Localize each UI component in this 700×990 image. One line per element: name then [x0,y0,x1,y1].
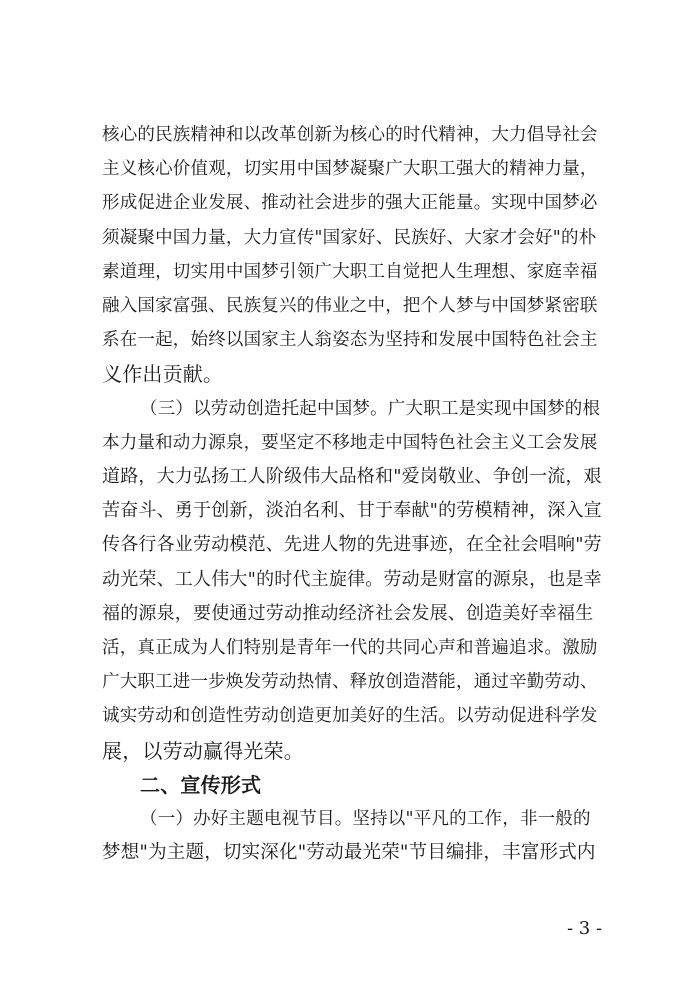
body-text-line: 主义核心价值观，切实用中国梦凝聚广大职工强大的精神力量， [102,159,598,180]
body-text-line: 广大职工进一步焕发劳动热情、释放创造潜能，通过辛勤劳动、 [102,672,598,693]
body-text-line: 系在一起，始终以国家主人翁姿态为坚持和发展中国特色社会主 [102,330,598,351]
body-text-line: 福的源泉，要使通过劳动推动经济社会发展、创造美好幸福生 [102,602,594,624]
body-text-line: 形成促进企业发展、推动社会进步的强大正能量。实现中国梦必 [102,193,598,214]
body-text-line: 动光荣、工人伟大"的时代主旋律。劳动是财富的源泉，也是幸 [102,568,602,590]
body-text-line: 苦奋斗、勇于创新，淡泊名利、甘于奉献"的劳模精神，深入宣 [102,500,602,522]
page-number: - 3 - [567,918,603,939]
paragraph-first-line: （一）办好主题电视节目。坚持以"平凡的工作，非一般的 [140,809,591,829]
body-text-line: 展，以劳动赢得光荣。 [102,738,304,763]
body-text-line: 道路，大力弘扬工人阶级伟大品格和"爱岗敬业、争创一流，艰 [102,466,602,487]
section-heading: 二、宣传形式 [140,772,262,797]
body-text-line: 义作出贡献。 [102,362,224,387]
body-text-line: 须凝聚中国力量，大力宣传"国家好、民族好、大家才会好"的朴 [102,227,597,248]
body-text-line: 素道理，切实用中国梦引领广大职工自觉把人生理想、家庭幸福 [102,261,598,282]
body-text-line: 梦想"为主题，切实深化"劳动最光荣"节目编排，丰富形式内 [102,842,596,864]
body-text-line: 活，真正成为人们特别是青年一代的共同心声和普遍追求。激励 [102,638,598,658]
body-text-line: 诚实劳动和创造性劳动创造更加美好的生活。以劳动促进科学发 [102,706,598,727]
body-text-line: 核心的民族精神和以改革创新为核心的时代精神，大力倡导社会 [102,125,598,145]
body-text-line: 本力量和动力源泉，要坚定不移地走中国特色社会主义工会发展 [102,432,598,453]
body-text-line: 融入国家富强、民族复兴的伟业之中，把个人梦与中国梦紧密联 [102,296,598,316]
paragraph-first-line: （三）以劳动创造托起中国梦。广大职工是实现中国梦的根 [140,398,601,419]
body-text-line: 传各行各业劳动模范、先进人物的先进事迹，在全社会唱响"劳 [102,534,602,556]
